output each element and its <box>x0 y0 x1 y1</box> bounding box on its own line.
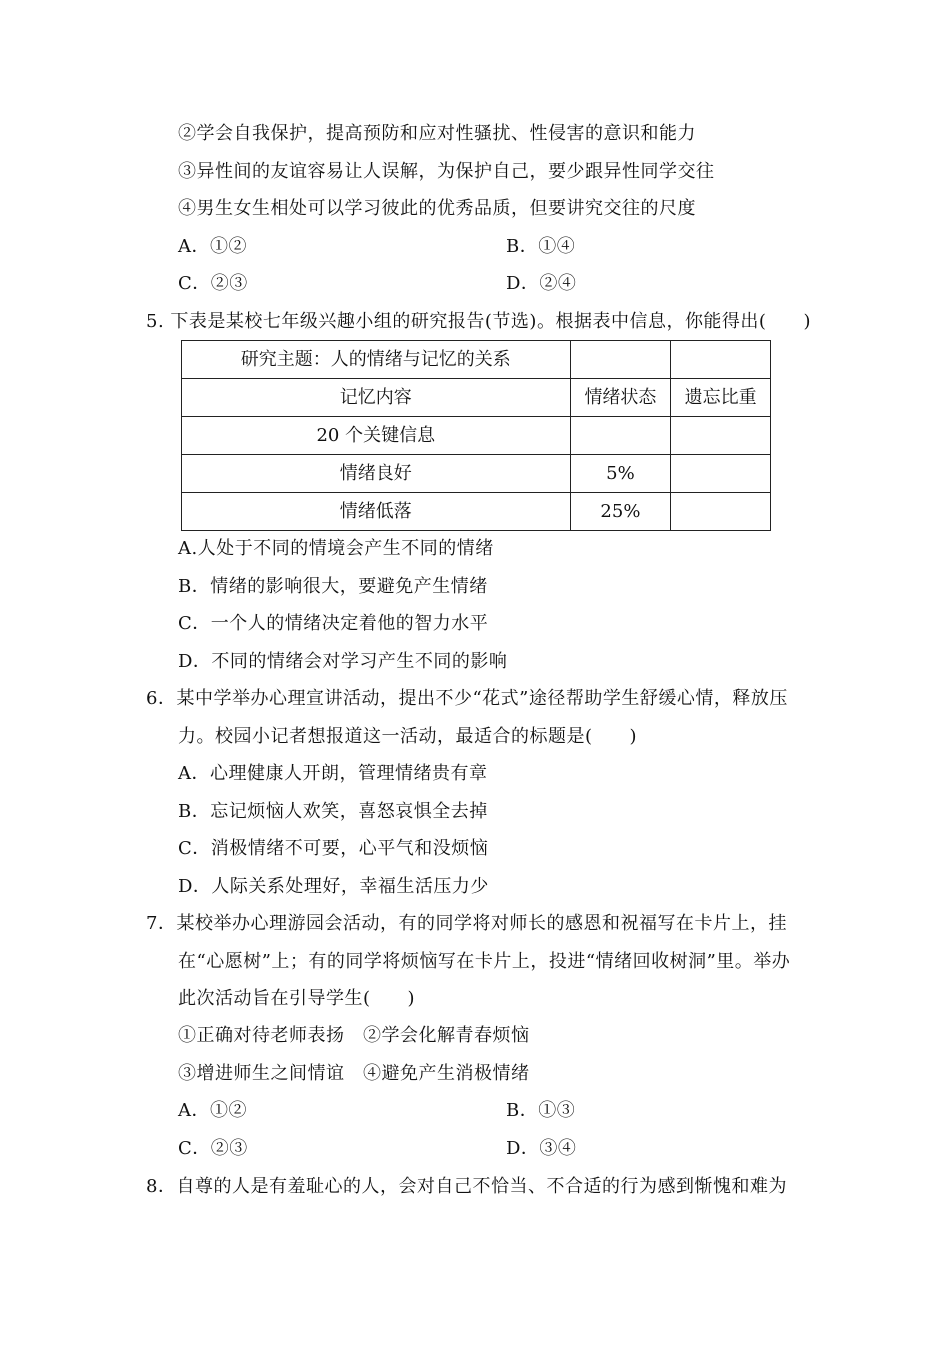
table-header-cell: 记忆内容 <box>182 379 571 417</box>
q7-stem-line-1: 7．某校举办心理游园会活动，有的同学将对师长的感恩和祝福写在卡片上，挂 <box>146 913 787 934</box>
q6-choice-d[interactable]: D．人际关系处理好，幸福生活压力少 <box>178 876 489 897</box>
q4-choice-b[interactable]: B．①④ <box>506 236 576 257</box>
q7-options-line-1: ①正确对待老师表扬 ②学会化解青春烦恼 <box>178 1025 530 1046</box>
q7-choice-a[interactable]: A．①② <box>178 1100 247 1121</box>
q5-choice-b[interactable]: B．情绪的影响很大，要避免产生情绪 <box>178 576 488 597</box>
research-report-table <box>181 340 771 531</box>
table-cell <box>671 417 771 455</box>
q7-choice-c[interactable]: C．②③ <box>178 1138 248 1159</box>
q4-option-2: ②学会自我保护，提高预防和应对性骚扰、性侵害的意识和能力 <box>178 123 696 144</box>
q4-choice-c[interactable]: C．②③ <box>178 273 248 294</box>
q7-choice-d[interactable]: D．③④ <box>506 1138 577 1159</box>
table-row <box>182 493 771 531</box>
q4-option-4: ④男生女生相处可以学习彼此的优秀品质，但要讲究交往的尺度 <box>178 198 696 219</box>
table-cell <box>671 493 771 531</box>
q6-stem-line-1: 6．某中学举办心理宣讲活动，提出不少“花式”途径帮助学生舒缓心情，释放压 <box>146 688 788 709</box>
q8-stem-line-1: 8．自尊的人是有羞耻心的人，会对自己不恰当、不合适的行为感到惭愧和难为 <box>146 1176 787 1197</box>
table-row <box>182 341 771 379</box>
q5-choice-c[interactable]: C．一个人的情绪决定着他的智力水平 <box>178 613 489 634</box>
table-cell <box>570 417 671 455</box>
table-header-cell: 遗忘比重 <box>671 379 771 417</box>
table-row <box>182 417 771 455</box>
q4-option-3: ③异性间的友谊容易让人误解，为保护自己，要少跟异性同学交往 <box>178 161 715 182</box>
q5-choice-a[interactable]: A.人处于不同的情境会产生不同的情绪 <box>178 538 494 559</box>
q6-choice-c[interactable]: C．消极情绪不可要，心平气和没烦恼 <box>178 838 489 859</box>
q5-choice-d[interactable]: D．不同的情绪会对学习产生不同的影响 <box>178 651 508 672</box>
table-row <box>182 455 771 493</box>
q4-choice-a[interactable]: A．①② <box>178 236 247 257</box>
q7-stem-line-3: 此次活动旨在引导学生( ) <box>178 988 416 1009</box>
table-cell <box>570 341 671 379</box>
table-cell: 20 个关键信息 <box>182 417 571 455</box>
table-title-cell: 研究主题：人的情绪与记忆的关系 <box>182 341 571 379</box>
q7-stem-line-2: 在“心愿树”上；有的同学将烦恼写在卡片上，投进“情绪回收树洞”里。举办 <box>178 951 791 972</box>
table-cell: 情绪良好 <box>182 455 571 493</box>
table-cell <box>671 341 771 379</box>
q6-choice-b[interactable]: B．忘记烦恼人欢笑，喜怒哀惧全去掉 <box>178 801 488 822</box>
table-header-cell: 情绪状态 <box>570 379 671 417</box>
table-cell: 5% <box>570 455 671 493</box>
table-cell: 情绪低落 <box>182 493 571 531</box>
q6-choice-a[interactable]: A．心理健康人开朗，管理情绪贵有章 <box>178 763 488 784</box>
q7-options-line-2: ③增进师生之间情谊 ④避免产生消极情绪 <box>178 1063 530 1084</box>
table-cell <box>671 455 771 493</box>
q7-choice-b[interactable]: B．①③ <box>506 1100 576 1121</box>
q6-stem-line-2: 力。校园小记者想报道这一活动，最适合的标题是( ) <box>178 726 638 747</box>
table-cell: 25% <box>570 493 671 531</box>
table-row <box>182 379 771 417</box>
q4-choice-d[interactable]: D．②④ <box>506 273 577 294</box>
q5-stem: 5. 下表是某校七年级兴趣小组的研究报告(节选)。根据表中信息，你能得出( ) <box>146 311 811 332</box>
